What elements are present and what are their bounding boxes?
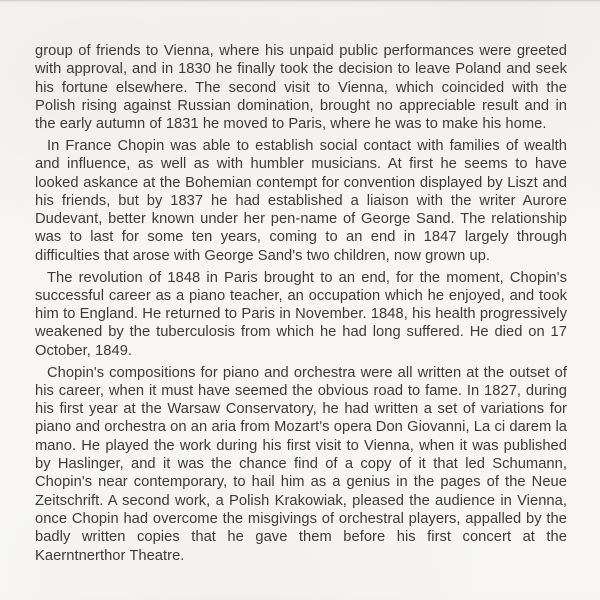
paragraph-compositions: Chopin's compositions for piano and orchestra were all written at the outset of his career, when it must have seemed the obvious road to fame. In 1827, during his first year at the Warsaw Conservatory, he had written a set of variations for piano and orchestra on an aria from Mozart's opera Don Giovanni, La ci darem la mano. He played the work during his first visit to Vienna, when it was published by Haslinger, and it was the chance find of a copy of it that led Schumann, Chopin's near contemporary, to hail him as a genius in the pages of the Neue Zeitschrift. A second work, a Polish Krakowiak, pleased the audience in Vienna, once Chopin had overcome the misgivings of orchestral players, appalled by the badly written copies that he gave them before his first concert at the Kaerntnerthor Theatre. (35, 364, 567, 564)
text-block (35, 42, 567, 565)
paragraph-1848-death: The revolution of 1848 in Paris brought to an end, for the moment, Chopin's successful career as a piano teacher, an occupation which he enjoyed, and took him to England. He returned to Paris in November. 1848, his health progressively weakened by the tuberculosis from which he had long suffered. He died on 17 October, 1849. (35, 269, 567, 359)
paragraph-france-george-sand: In France Chopin was able to establish social contact with families of wealth and influence, as well as with humbler musicians. At first he seems to have looked askance at the Bohemian contempt for convention displayed by Liszt and his friends, but by 1837 he had established a liaison with the writer Aurore Dudevant, better known under her pen-name of George Sand. The relationship was to last for some ten years, coming to an end in 1847 largely through difficulties that arose with George Sand's two children, now grown up. (35, 137, 567, 264)
paragraph-continuation-vienna-paris: group of friends to Vienna, where his unpaid public performances were greeted with approval, and in 1830 he finally took the decision to leave Poland and seek his fortune elsewhere. The second visit to Vienna, which coincided with the Polish rising against Russian domination, brought no appreciable result and in the early autumn of 1831 he moved to Paris, where he was to make his home. (35, 43, 567, 133)
scan-edge-shadow (0, 0, 600, 2)
